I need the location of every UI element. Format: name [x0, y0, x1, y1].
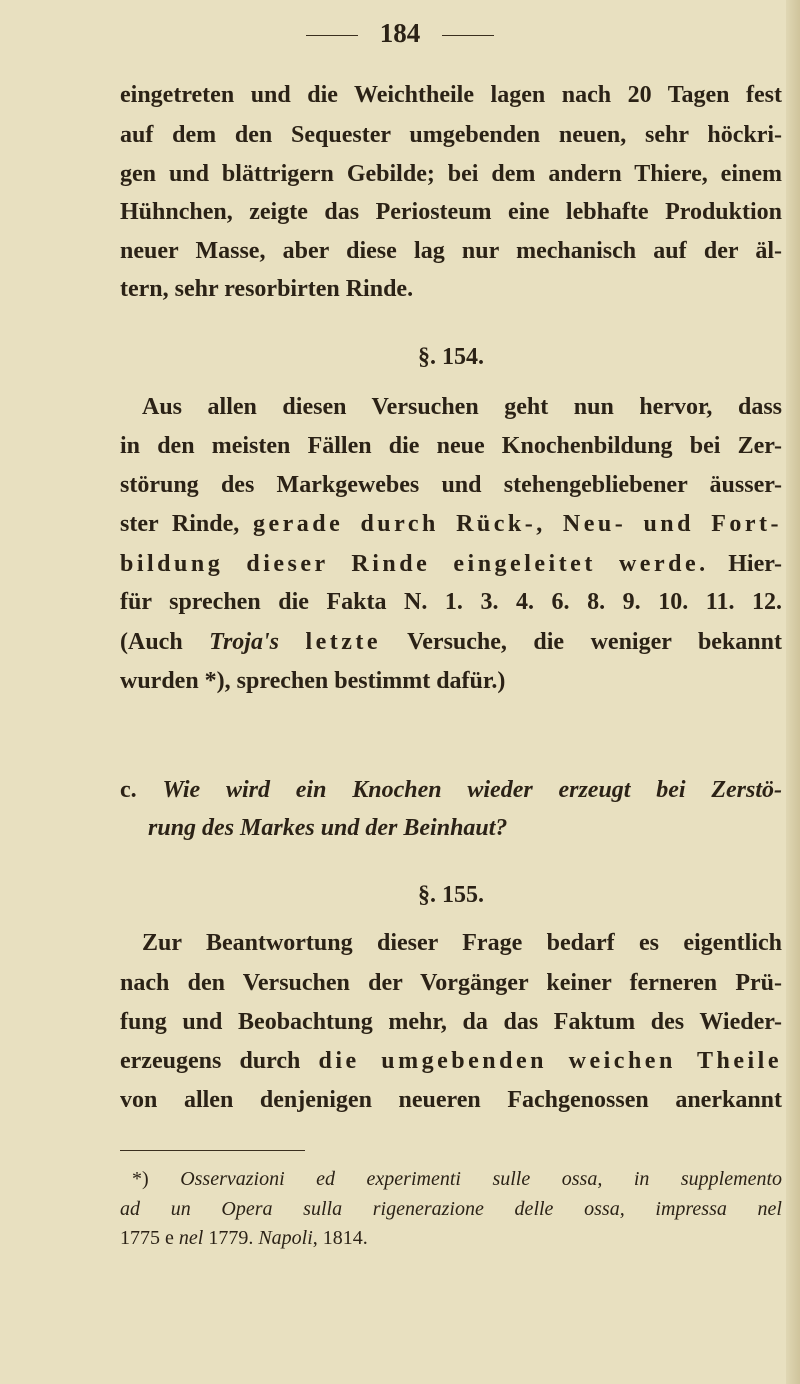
footnote-segment: nel [178, 1227, 204, 1249]
footnote-segment: Napoli [258, 1227, 313, 1249]
text-segment: gen und blättrigern Gebilde; bei dem andern Thiere, einem [120, 161, 782, 187]
footnote-segment: 1775 e [120, 1227, 179, 1249]
footnote-line [132, 1164, 782, 1194]
text-line [120, 627, 782, 657]
text-segment: tern, sehr resorbirten Rinde. [120, 276, 414, 302]
text-segment: störung des Markgewebes und stehengebliebener äusser- [120, 472, 782, 498]
text-line [142, 392, 782, 422]
text-line [120, 549, 782, 579]
footnote-rule [120, 1150, 305, 1151]
text-segment: rung des Markes und der Beinhaut? [148, 815, 508, 841]
page-header [0, 18, 800, 49]
text-segment: eingetreten und die Weichtheile lagen nach 20 Tagen fest [120, 82, 782, 108]
text-line [142, 928, 782, 958]
footnote-segment: ad un Opera sulla rigenerazione delle ossa, impressa nel [120, 1198, 782, 1220]
text-line [120, 666, 782, 696]
text-segment: (Auch [120, 629, 210, 655]
text-segment: erzeugens durch [120, 1048, 319, 1074]
text-line [120, 236, 782, 266]
text-line [120, 159, 782, 189]
text-segment: in den meisten Fällen die neue Knochenbildung bei Zer- [120, 433, 782, 459]
text-segment: wurden *), sprechen bestimmt dafür.) [120, 668, 506, 694]
text-segment: letzte [305, 629, 382, 655]
text-segment: c. [120, 777, 163, 803]
text-segment: Wie wird ein Knochen wieder erzeugt bei Zerstö- [162, 777, 782, 803]
footnote-segment: , 1814. [312, 1227, 368, 1249]
text-segment: auf dem den Sequester umgebenden neuen, sehr höckri- [120, 122, 782, 148]
footnote-segment: *) [132, 1168, 181, 1190]
text-segment: bildung dieser Rinde eingeleitet werde. [120, 551, 709, 577]
text-segment: nach den Versuchen der Vorgänger keiner ferneren Prü- [120, 970, 782, 996]
footnote-line [120, 1223, 782, 1253]
text-line [120, 775, 782, 805]
text-line [120, 1085, 782, 1115]
text-line [120, 274, 782, 304]
text-segment: neuer Masse, aber diese lag nur mechanisch auf der äl- [120, 238, 782, 264]
header-dash-left [306, 35, 358, 36]
section-heading [120, 342, 782, 372]
header-dash-right [442, 35, 494, 36]
text-segment: Hier- [708, 551, 782, 577]
text-segment: für sprechen die Fakta N. 1. 3. 4. 6. 8. 9. 10. 11. 12. [120, 589, 782, 615]
text-line [120, 968, 782, 998]
text-segment: Troja's [209, 629, 279, 655]
text-line [120, 587, 782, 617]
text-segment: Aus allen diesen Versuchen geht nun hervor, dass [142, 394, 782, 420]
text-segment: Zur Beantwortung dieser Frage bedarf es eigentlich [142, 930, 782, 956]
footnote-segment: Osservazioni ed experimenti sulle ossa, in supplemento [180, 1168, 782, 1190]
text-line [148, 813, 800, 843]
text-segment: die umgebenden weichen Theile [318, 1048, 782, 1074]
text-line [120, 470, 782, 500]
footnote-line [120, 1194, 782, 1224]
text-line [120, 509, 782, 539]
text-segment: fung und Beobachtung mehr, da das Faktum des Wieder- [120, 1009, 782, 1035]
text-segment: Hühnchen, zeigte das Periosteum eine lebhafte Produktion [120, 199, 782, 225]
text-line [120, 431, 782, 461]
text-segment: ster Rinde, [120, 511, 253, 537]
page-edge [786, 0, 800, 1384]
text-line [120, 1046, 782, 1076]
text-line [120, 197, 782, 227]
text-line [120, 120, 782, 150]
section-heading [120, 880, 782, 910]
page-number: 184 [379, 18, 421, 48]
text-segment: Versuche, die weniger bekannt [381, 629, 782, 655]
text-segment: gerade durch Rück-, Neu- und Fort- [252, 511, 782, 537]
text-line [120, 80, 782, 110]
text-segment: §. 155. [418, 882, 484, 908]
text-segment: von allen denjenigen neueren Fachgenossen anerkannt [120, 1087, 782, 1113]
text-segment: §. 154. [418, 344, 484, 370]
text-line [120, 1007, 782, 1037]
text-segment [279, 629, 306, 655]
footnote-segment: 1779. [203, 1227, 259, 1249]
